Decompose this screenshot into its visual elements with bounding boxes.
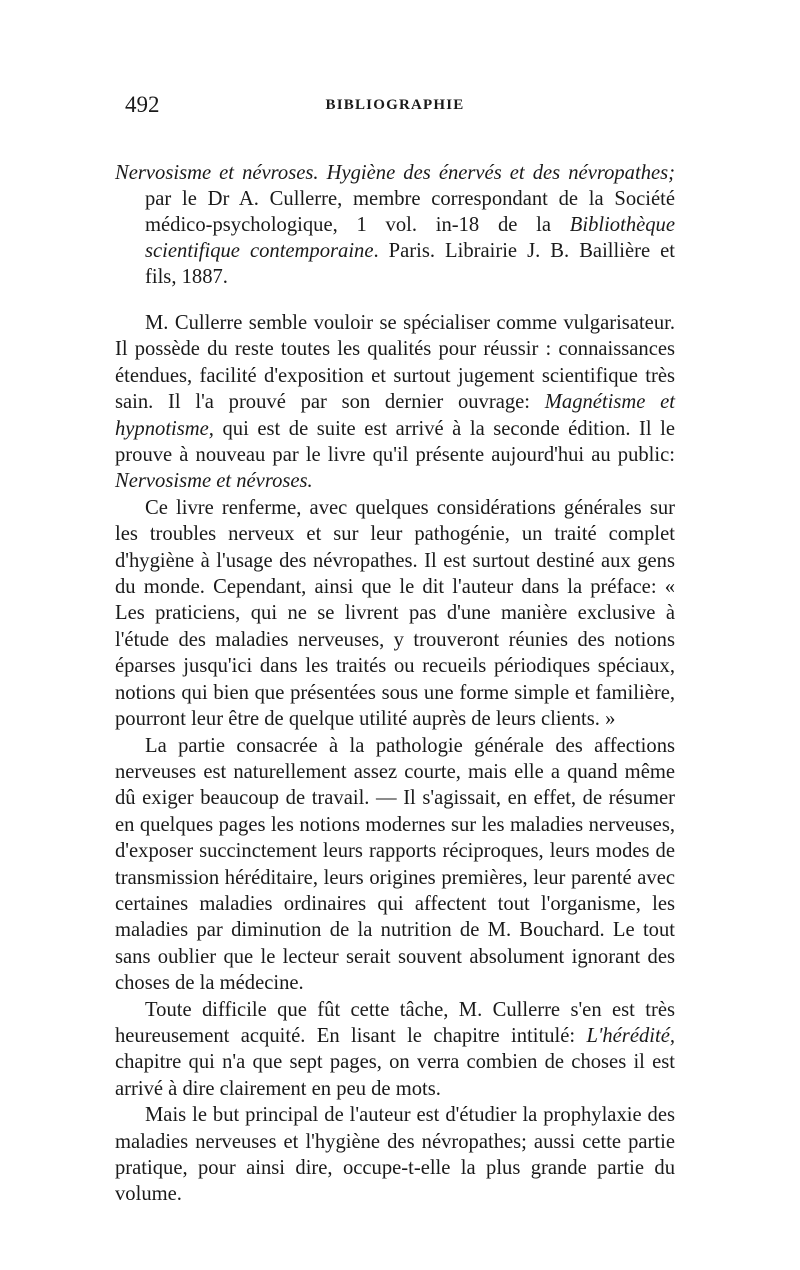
book-page bbox=[115, 92, 675, 1208]
paragraph-1-book-title: Magnétisme et hypnotisme, bbox=[115, 391, 675, 440]
paragraph-1 bbox=[115, 310, 675, 495]
paragraph-4-text-c: chapitre qui n'a que sept pages, on verra combien de choses il est arrivé à dire clairement en peu de mots. bbox=[115, 1051, 675, 1100]
paragraph-1-text-a: M. Cullerre semble vouloir se spécialiser comme vulgarisateur. Il possède du reste toutes les qualités pour réussir : connaissances étendues, facilité d'exposition et surtout jugement scientifique très sain. Il l'a prouvé par son dernier ouvrage: bbox=[115, 312, 675, 414]
paragraph-5: Mais le but principal de l'auteur est d'étudier la prophylaxie des maladies nerveuses et l'hygiène des névropathes; aussi cette partie pratique, pour ainsi dire, occupe-t-elle la plus grande partie du volume. bbox=[115, 1104, 675, 1206]
paragraph-4-chapter-title: L'hérédité, bbox=[586, 1024, 675, 1047]
citation-authorship: par le Dr A. Cullerre, membre correspondant de la Société médico-psychologique, 1 vol. in-18 de la bbox=[145, 188, 675, 236]
running-head bbox=[115, 92, 675, 120]
running-head-title: BIBLIOGRAPHIE bbox=[325, 97, 465, 113]
citation-publisher: . Paris. Librairie J. B. Baillière et fils, 1887. bbox=[145, 240, 675, 288]
paragraph-3: La partie consacrée à la pathologie générale des affections nerveuses est naturellement assez courte, mais elle a quand même dû exiger beaucoup de travail. — Il s'agissait, en effet, de résumer en quelques pages les notions modernes sur les maladies nerveuses, d'exposer succinctement leurs rapports réciproques, leurs modes de transmission héréditaire, leurs origines premières, leur parenté avec certaines maladies ordinaires qui affectent tout l'organisme, les maladies par diminution de la nutrition de M. Bouchard. Le tout sans oublier que le lecteur serait souvent absolument ignorant des choses de la médecine. bbox=[115, 734, 675, 995]
citation-title: Nervosisme et névroses. Hygiène des énervés et des névropathes; bbox=[115, 162, 675, 184]
paragraph-1-reviewed-title: Nervosisme et névroses. bbox=[115, 470, 313, 493]
page-number: 492 bbox=[125, 92, 160, 117]
paragraph-2: Ce livre renferme, avec quelques considérations générales sur les troubles nerveux et sur leur pathogénie, un traité complet d'hygiène à l'usage des névropathes. Il est surtout destiné aux gens du monde. Cependant, ainsi que le dit l'auteur dans la préface: « Les praticiens, qui ne se livrent pas d'une manière exclusive à l'étude des maladies nerveuses, y trouveront réunies des notions éparses jusqu'ici dans les traités ou recueils périodiques spéciaux, notions qui bien que présentées sous une forme simple et familière, pourront leur être de quelque utilité auprès de leurs clients. » bbox=[115, 496, 675, 731]
citation-series: Bibliothèque scientifique contemporaine bbox=[145, 214, 675, 262]
paragraph-1-text-c: qui est de suite est arrivé à la seconde édition. Il le prouve à nouveau par le livre qu'il présente aujourd'hui au public: bbox=[115, 417, 675, 467]
review-body bbox=[115, 310, 675, 1208]
bibliographic-citation bbox=[115, 160, 675, 290]
paragraph-4-text-a: Toute difficile que fût cette tâche, M. Cullerre s'en est très heureusement acquité. En lisant le chapitre intitulé: bbox=[115, 998, 675, 1047]
paragraph-4 bbox=[115, 997, 675, 1103]
